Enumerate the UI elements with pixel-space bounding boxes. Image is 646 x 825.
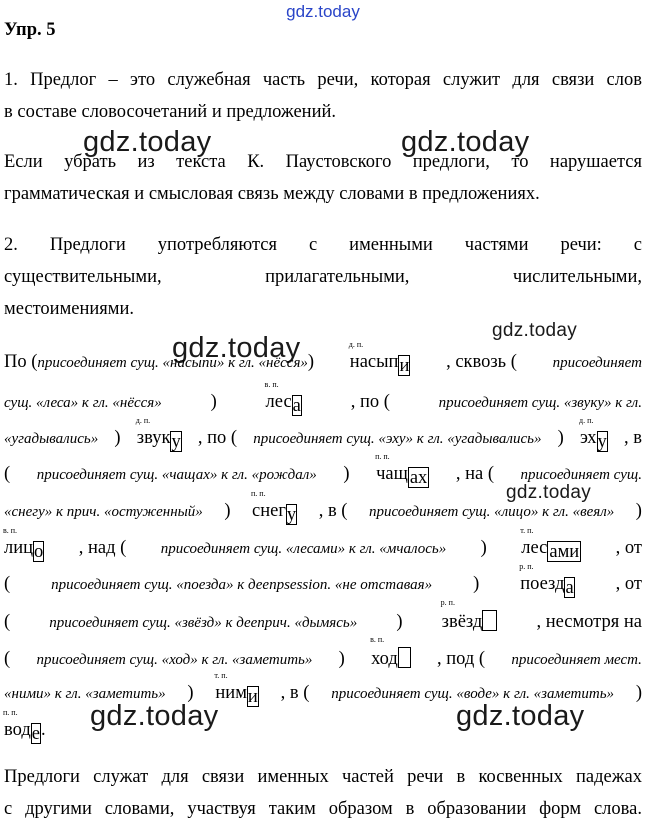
example-text: )	[473, 574, 480, 594]
example-text: «ними» к гл. «заметить»	[4, 686, 166, 702]
watermark: gdz.today	[90, 700, 219, 732]
paragraph-definition	[4, 64, 642, 128]
analyzed-word: д. п. эху	[579, 416, 607, 452]
case-label: п. п.	[3, 708, 18, 717]
example-text: , над (	[78, 538, 127, 558]
analyzed-word: р. п. поезда	[519, 562, 574, 598]
example-text: , несмотря на	[536, 612, 642, 632]
example-text: , сквозь (	[446, 352, 517, 372]
case-label: р. п.	[519, 562, 534, 571]
example-text: (	[4, 574, 11, 594]
ending-box: а	[565, 578, 574, 598]
example-text: «снегу» к прич. «остуженный»	[4, 504, 203, 520]
text-line: грамматическая и смысловая связь между словами в предложениях.	[4, 184, 540, 204]
example-text: , в	[623, 428, 642, 448]
ending-box: у	[597, 432, 607, 452]
ending-box: е	[31, 724, 40, 744]
example-line	[3, 526, 642, 562]
example-text: присоединяет сущ. «звёзд» к дееприч. «дымясь»	[49, 615, 358, 631]
case-label: п. п.	[375, 452, 390, 461]
example-line	[4, 416, 642, 452]
text-line: с другими словами, участвуя таким образом в образовании форм слова.	[4, 799, 642, 819]
example-text: (	[4, 649, 11, 669]
exercise-heading: Упр. 5	[4, 20, 56, 40]
case-label: д. п.	[348, 340, 364, 349]
text-line: местоимениями.	[4, 299, 135, 319]
example-text: присоединяет сущ.	[520, 467, 642, 483]
example-text: )	[210, 392, 217, 412]
watermark: gdz.today	[492, 320, 578, 341]
analyzed-word: т. п. лес ами	[520, 526, 580, 562]
example-text: , под (	[437, 649, 486, 669]
example-text: )	[396, 612, 403, 632]
paragraph-usage	[4, 229, 642, 325]
example-text: )	[480, 538, 487, 558]
case-label: д. п.	[135, 416, 151, 425]
analyzed-word: в. п. лицо	[3, 526, 44, 562]
analyzed-word: в. п. ход	[371, 647, 411, 670]
example-text: , по (	[350, 392, 390, 412]
example-text: присоединяет	[552, 355, 642, 371]
ending-box: у	[171, 432, 181, 452]
analyzed-word: д. п. звуку	[135, 416, 181, 452]
example-text: присоединяет сущ. «эху» к гл. «угадывались»	[253, 431, 542, 447]
example-text: «угадывались»	[4, 431, 99, 447]
example-line	[4, 380, 642, 416]
example-text: присоединяет сущ. «чащах» к гл. «рождал»	[36, 467, 317, 483]
example-text: )	[635, 501, 642, 521]
ending-box	[482, 610, 497, 631]
watermark: gdz.today	[172, 332, 301, 364]
paragraph-conclusion	[4, 761, 642, 825]
example-text: присоединяет сущ. «лицо» к гл. «веял»	[368, 504, 615, 520]
example-line	[4, 598, 642, 633]
text-line: в составе словосочетаний и предложений.	[4, 102, 336, 122]
example-text: , от	[615, 538, 642, 558]
example-text: , по (	[197, 428, 238, 448]
example-text: (	[4, 612, 11, 632]
example-text: , в (	[280, 683, 310, 703]
analyzed-word: в. п. леса	[264, 380, 301, 416]
ending-box: а	[292, 396, 301, 416]
watermark: gdz.today	[506, 482, 592, 503]
analyzed-word: т. п. ними	[214, 671, 258, 707]
example-line	[4, 671, 642, 707]
text-line: существительными, прилагательными, числительными,	[4, 267, 642, 287]
example-text: )	[224, 501, 231, 521]
example-text: присоединяет сущ. «звуку» к гл.	[438, 395, 642, 411]
example-text: )	[343, 464, 350, 484]
case-label: д. п.	[579, 416, 594, 425]
ending-box: и	[247, 687, 258, 707]
example-text: , в (	[318, 501, 348, 521]
example-text: .	[40, 720, 46, 740]
watermark-top: gdz.today	[286, 2, 360, 21]
case-label: в. п.	[370, 635, 385, 644]
ending-box: ами	[549, 542, 580, 562]
example-text: )	[187, 683, 194, 703]
example-text: )	[635, 683, 642, 703]
example-text: присоединяет мест.	[511, 652, 642, 668]
ending-box: ах	[409, 468, 428, 488]
analyzed-word: п. п. воде	[3, 708, 40, 744]
example-text: (	[4, 464, 11, 484]
example-text: присоединяет сущ. «ход» к гл. «заметить»	[36, 652, 313, 668]
example-line	[3, 708, 46, 744]
example-text: )	[114, 428, 121, 448]
analyzed-word: п. п. чащ ах	[375, 452, 428, 488]
paragraph-paustovsky	[4, 146, 642, 210]
analyzed-word: п. п. снегу	[251, 489, 297, 525]
text-line: 1. Предлог – это служебная часть речи, которая служит для связи слов	[4, 70, 642, 90]
text-line: 2. Предлоги употребляются с именными частями речи: с	[4, 235, 642, 255]
case-label: т. п.	[520, 526, 534, 535]
watermark: gdz.today	[401, 126, 530, 158]
text-line: Предлоги служат для связи именных частей речи в косвенных падежах	[4, 767, 642, 787]
analyzed-word: д. п. насыпи	[348, 340, 410, 376]
analyzed-word: р. п. звёзд	[442, 610, 498, 633]
ending-box: и	[399, 356, 410, 376]
ending-box: о	[34, 542, 44, 562]
example-text: сущ. «леса» к гл. «нёсся»	[4, 395, 162, 411]
case-label: р. п.	[440, 598, 455, 607]
text-line: Если убрать из текста К. Паустовского предлоги, то нарушается	[4, 152, 642, 172]
ending-box	[398, 647, 411, 668]
example-text: )	[338, 649, 345, 669]
example-text: присоединяет сущ. «лесами» к гл. «мчалось»	[160, 541, 447, 557]
example-line	[4, 562, 642, 598]
example-text: )	[557, 428, 564, 448]
watermark: gdz.today	[83, 126, 212, 158]
example-line	[4, 452, 642, 488]
example-line	[4, 635, 642, 670]
example-text: , на (	[455, 464, 494, 484]
case-label: т. п.	[214, 671, 228, 680]
case-label: в. п.	[264, 380, 279, 389]
watermark: gdz.today	[456, 700, 585, 732]
example-text: присоединяет сущ. «воде» к гл. «заметить»	[331, 686, 615, 702]
example-text: присоединяет сущ. «поезда» к деепрsession. «не отставая»	[51, 577, 433, 593]
example-text: По (присоединяет сущ. «насыпи» к гл. «нёсся»)	[4, 352, 315, 372]
case-label: п. п.	[251, 489, 266, 498]
ending-box: у	[286, 505, 297, 525]
example-text: , от	[615, 574, 642, 594]
case-label: в. п.	[3, 526, 18, 535]
